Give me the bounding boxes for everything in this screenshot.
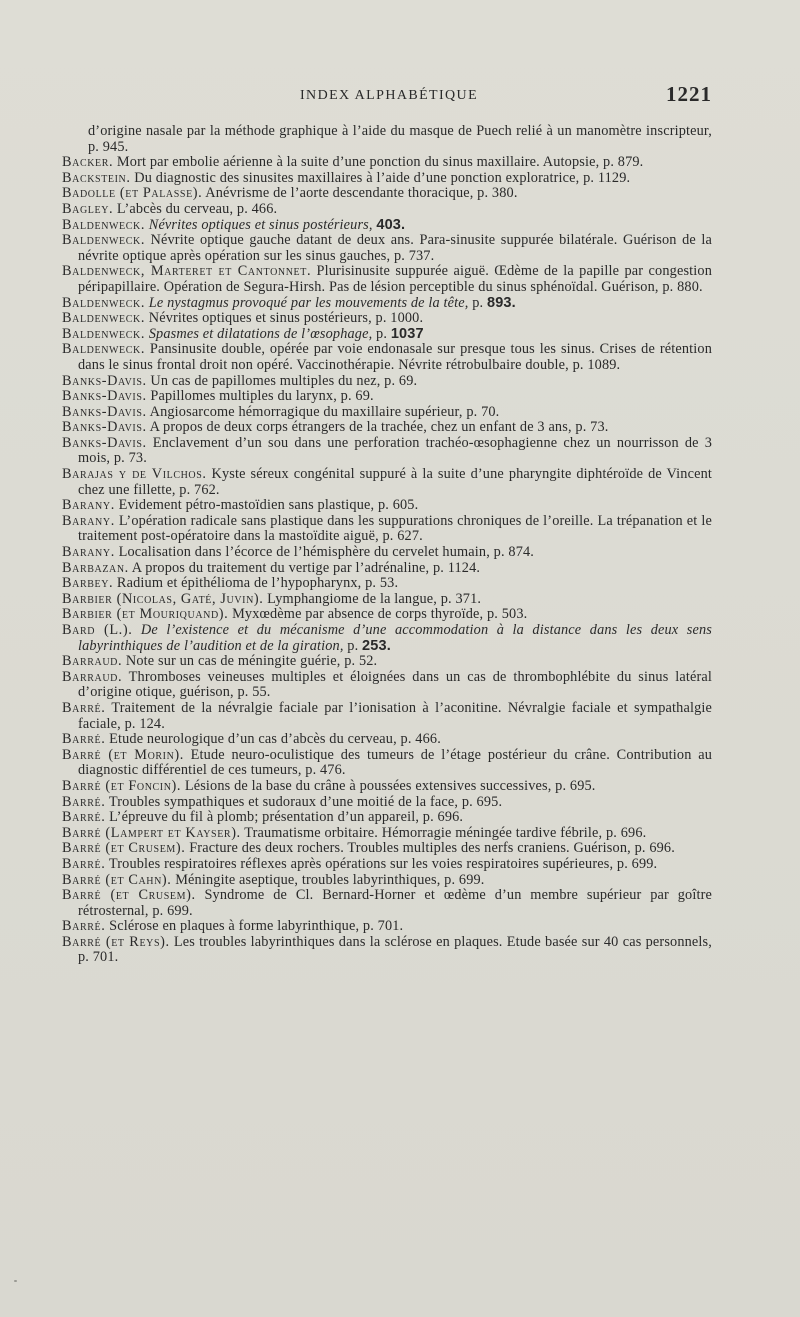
- entry-text: Etude neuro-oculistique des tumeurs de l’étage postérieur du crâne. Contribution au diagnostic différentiel de ces tumeurs, p. 476.: [78, 746, 712, 779]
- index-entry: [62, 124, 712, 155]
- entry-text: Anévrisme de l’aorte descendante thoracique, p. 380.: [202, 185, 518, 202]
- entry-text: Du diagnostic des sinusites maxillaires à l’aide d’une ponction exploratrice, p. 1129.: [130, 169, 631, 186]
- entry-text: Etude neurologique d’un cas d’abcès du cerveau, p. 466.: [105, 731, 441, 748]
- entry-text: Pansinusite double, opérée par voie endonasale sur presque tous les sinus. Crises de rétention dans le sinus frontal droit non opéré. Vaccinothérapie. Névrite rétrobulbaire double, p. 1089.: [78, 341, 712, 373]
- entry-text: p.: [343, 637, 363, 654]
- entry-text: Traitement de la névralgie faciale par l’ionisation à l’aconitine. Névralgie faciale et sympathalgie faciale, p. 124.: [78, 699, 712, 732]
- entry-author: Barré (et Crusem).: [62, 887, 196, 904]
- index-entry: [62, 857, 712, 873]
- entry-text: Syndrome de Cl. Bernard-Horner et œdème d’un membre supérieur par goître rétrosternal, p. 699.: [78, 887, 712, 919]
- entry-author: Barré (et Reys).: [62, 933, 170, 950]
- entry-author: Barré (Lampert et Kayser).: [62, 824, 241, 841]
- entry-author: Barajas y de Vilchos.: [62, 466, 207, 483]
- entry-author: Backer.: [62, 154, 114, 171]
- entry-author: Baldenweck.: [62, 341, 146, 358]
- entry-author: Banks-Davis.: [62, 388, 147, 405]
- entry-author: Barré (et Cahn).: [62, 871, 172, 888]
- entry-author: Banks-Davis.: [62, 419, 147, 436]
- entry-text: p.: [372, 325, 391, 342]
- entry-text: Myxœdème par absence de corps thyroïde, p. 503.: [228, 606, 528, 623]
- index-entry: [62, 935, 712, 966]
- entry-text: Méningite aseptique, troubles labyrinthiques, p. 699.: [171, 871, 485, 888]
- entry-text: d’origine nasale par la méthode graphique à l’aide du masque de Puech relié à un manomètre inscripteur, p. 945.: [88, 123, 712, 155]
- index-entry: [62, 795, 712, 811]
- index-entry: [62, 607, 712, 623]
- entry-text: Localisation dans l’écorce de l’hémisphère du cervelet humain, p. 874.: [114, 544, 535, 561]
- index-entry: [62, 545, 712, 561]
- index-entry: [62, 342, 712, 373]
- entry-text: L’abcès du cerveau, p. 466.: [113, 200, 278, 217]
- entry-author: Bard (L.).: [62, 622, 133, 638]
- entry-text: Sclérose en plaques à forme labyrinthique, p. 701.: [105, 918, 404, 935]
- index-entry: [62, 873, 712, 889]
- index-entry: [62, 467, 712, 498]
- entry-author: Banks-Davis.: [62, 434, 147, 451]
- index-entry: [62, 701, 712, 732]
- entry-text: Thromboses veineuses multiples et éloignées dans un cas de thrombophlébite du sinus latéral d’origine otique, guérison, p. 55.: [78, 668, 712, 701]
- entry-author: Banks-Davis.: [62, 403, 147, 420]
- entry-text: Radium et épithélioma de l’hypopharynx, p. 53.: [113, 575, 399, 592]
- entry-text: L’opération radicale sans plastique dans les suppurations chroniques de l’oreille. La trépanation et le traitement post-opératoire dans la mastoïdite aiguë, p. 627.: [78, 512, 712, 545]
- entry-text: Papillomes multiples du larynx, p. 69.: [146, 388, 374, 405]
- entry-text: L’épreuve du fil à plomb; présentation d’un appareil, p. 696.: [105, 809, 464, 826]
- index-entry: [62, 420, 712, 436]
- index-entry: [62, 389, 712, 405]
- entry-author: Baldenweck.: [62, 294, 146, 311]
- index-entry: [62, 264, 712, 295]
- entry-text: Kyste séreux congénital suppuré à la suite d’une pharyngite diphtéroïde de Vincent chez une fillette, p. 762.: [78, 466, 712, 498]
- index-entry: [62, 748, 712, 779]
- index-entry: [62, 654, 712, 670]
- entry-author: Badolle (et Palasse).: [62, 185, 203, 202]
- entry-author: Barré.: [62, 731, 106, 748]
- entry-text: Névrites optiques et sinus postérieurs, p. 1000.: [145, 310, 424, 327]
- entry-author: Barraud.: [62, 653, 123, 670]
- entry-text: A propos du traitement du vertige par l’adrénaline, p. 1124.: [128, 559, 481, 576]
- entry-bold-page-ref: 1037: [390, 325, 424, 342]
- entry-text: Note sur un cas de méningite guérie, p. 52.: [122, 653, 378, 670]
- entry-author: Barany.: [62, 544, 115, 561]
- entry-text: Lésions de la base du crâne à poussées extensives successives, p. 695.: [181, 777, 596, 794]
- entry-text: Fracture des deux rochers. Troubles multiples des nerfs craniens. Guérison, p. 696.: [185, 840, 675, 857]
- entry-text: Névrite optique gauche datant de deux ans. Para-sinusite suppurée bilatérale. Guérison de la névrite optique après opération sur les sinus gauches, p. 737.: [78, 232, 712, 264]
- entry-author: Barré.: [62, 918, 106, 935]
- index-entry: [62, 888, 712, 919]
- index-entry: [62, 374, 712, 390]
- entry-author: Barany.: [62, 497, 115, 514]
- entry-author: Baldenweck.: [62, 325, 146, 342]
- index-entry: [62, 826, 712, 842]
- page-header: [90, 82, 712, 110]
- index-entry: [62, 810, 712, 826]
- entry-author: Barré.: [62, 793, 106, 810]
- entry-text: Lymphangiome de la langue, p. 371.: [263, 590, 482, 607]
- index-entries: [62, 124, 712, 966]
- entry-title: Névrites optiques et sinus postérieurs,: [145, 216, 373, 233]
- index-entry: [62, 171, 712, 187]
- index-entry: [62, 202, 712, 218]
- index-entry: [62, 327, 712, 343]
- entry-text: Traumatisme orbitaire. Hémorragie méningée tardive fébrile, p. 696.: [240, 824, 647, 841]
- index-entry: [62, 732, 712, 748]
- index-entry: [62, 155, 712, 171]
- entry-text: p.: [468, 294, 487, 311]
- entry-author: Barré.: [62, 809, 106, 826]
- index-entry: [62, 919, 712, 935]
- entry-author: Barré.: [62, 855, 106, 872]
- index-entry: [62, 405, 712, 421]
- entry-author: Baldenweck.: [62, 232, 146, 249]
- entry-author: Barré.: [62, 699, 106, 716]
- entry-bold-page-ref: 893.: [487, 294, 516, 311]
- paper-speck: [14, 1280, 17, 1282]
- entry-bold-page-ref: 403.: [376, 216, 406, 233]
- index-entry: [62, 623, 712, 654]
- entry-text: Troubles sympathiques et sudoraux d’une moitié de la face, p. 695.: [105, 793, 503, 810]
- index-entry: [62, 186, 712, 202]
- entry-text: Troubles respiratoires réflexes après opérations sur les voies respiratoires supérieures, p. 699.: [105, 855, 658, 872]
- entry-author: Baldenweck.: [62, 216, 146, 233]
- entry-title: Le nystagmus provoqué par les mouvements de la tête,: [145, 294, 469, 311]
- index-entry: [62, 233, 712, 264]
- entry-author: Baldenweck, Marteret et Cantonnet.: [62, 263, 312, 280]
- index-entry: [62, 311, 712, 327]
- entry-author: Barbey.: [62, 575, 114, 592]
- entry-title: Spasmes et dilatations de l’œsophage,: [145, 325, 373, 342]
- entry-bold-page-ref: 253.: [362, 637, 391, 654]
- entry-text: Evidement pétro-mastoïdien sans plastique, p. 605.: [114, 497, 419, 514]
- index-entry: [62, 841, 712, 857]
- entry-author: Barré (et Crusem).: [62, 840, 186, 857]
- entry-text: Angiosarcome hémorragique du maxillaire supérieur, p. 70.: [146, 403, 500, 420]
- entry-text: Enclavement d’un sou dans une perforation trachéo-œsophagienne chez un nourrisson de 3 mois, p. 73.: [78, 434, 712, 467]
- entry-text: Plurisinusite suppurée aiguë. Œdème de la papille par congestion péripapillaire. Opération de Segura-Hirsh. Pas de lésion perceptible du sinus sphénoïdal. Guérison, p. 880.: [78, 263, 713, 295]
- index-entry: [62, 514, 712, 545]
- entry-author: Barbazan.: [62, 559, 129, 576]
- index-entry: [62, 218, 712, 234]
- entry-author: Barré (et Foncin).: [62, 777, 182, 794]
- entry-text: A propos de deux corps étrangers de la trachée, chez un enfant de 3 ans, p. 73.: [146, 419, 609, 436]
- index-entry: [62, 592, 712, 608]
- index-entry: [62, 561, 712, 577]
- entry-author: Baldenweck.: [62, 310, 146, 327]
- entry-author: Barany.: [62, 512, 115, 529]
- index-entry: [62, 296, 712, 312]
- entry-author: Backstein.: [62, 169, 131, 186]
- entry-author: Banks-Davis.: [62, 372, 147, 389]
- index-entry: [62, 779, 712, 795]
- entry-author: Barraud.: [62, 668, 123, 685]
- entry-text: Les troubles labyrinthiques dans la sclérose en plaques. Etude basée sur 40 cas personnels, p. 701.: [78, 933, 712, 966]
- index-entry: [62, 670, 712, 701]
- entry-author: Bagley.: [62, 200, 114, 217]
- index-entry: [62, 576, 712, 592]
- entry-text: Mort par embolie aérienne à la suite d’une ponction du sinus maxillaire. Autopsie, p. 879.: [113, 154, 644, 171]
- entry-author: Barré (et Morin).: [62, 746, 184, 763]
- entry-text: Un cas de papillomes multiples du nez, p. 69.: [146, 372, 418, 389]
- running-title: INDEX ALPHABÉTIQUE: [300, 88, 479, 103]
- index-entry: [62, 436, 712, 467]
- entry-title: De l’existence et du mécanisme d’une accommodation à la distance dans les deux sens labyrinthiques de l’audition et de la giration,: [78, 622, 712, 654]
- index-entry: [62, 498, 712, 514]
- entry-author: Barbier (et Mouriquand).: [62, 606, 229, 623]
- entry-author: Barbier (Nicolas, Gaté, Juvin).: [62, 590, 264, 607]
- page-number: 1221: [666, 82, 712, 106]
